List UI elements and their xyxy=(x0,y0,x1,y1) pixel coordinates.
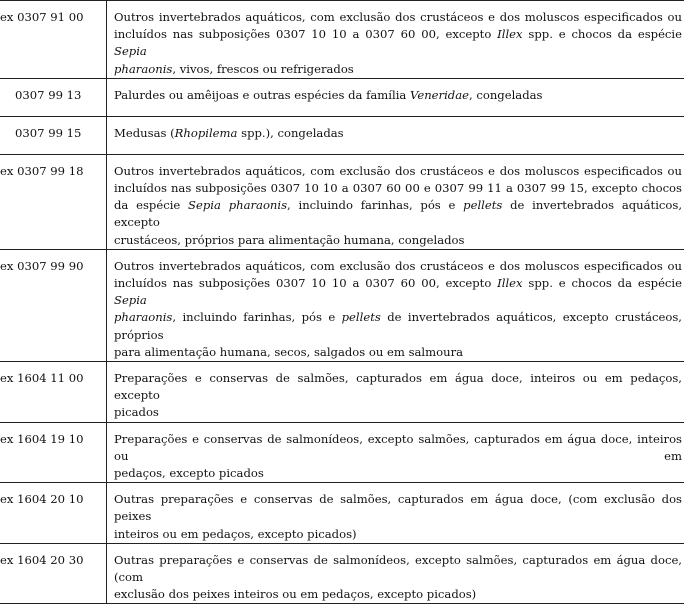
table-row xyxy=(0,362,684,423)
code-cell xyxy=(0,1,107,79)
description-line: incluídos nas subposições 0307 10 10 a 0307 60 00, excepto Illex spp. e chocos da espécie Sepia xyxy=(114,26,682,60)
description-cell xyxy=(107,543,684,604)
description-line: Outros invertebrados aquáticos, com exclusão dos crustáceos e dos moluscos especificados ou xyxy=(114,9,682,26)
table-row xyxy=(0,249,684,361)
description-cell xyxy=(107,154,684,249)
description-cell xyxy=(107,78,684,116)
description-line: Outras preparações e conservas de salmonídeos, excepto salmões, capturados em água doce, (com xyxy=(114,552,682,586)
description-line: Outros invertebrados aquáticos, com exclusão dos crustáceos e dos moluscos especificados ou xyxy=(114,163,682,180)
nc-code: ex 0307 99 90 xyxy=(0,258,106,275)
table-row xyxy=(0,116,684,154)
description-line: pharaonis, vivos, frescos ou refrigerados xyxy=(114,61,682,78)
description-line: exclusão dos peixes inteiros ou em pedaços, excepto picados) xyxy=(114,586,682,603)
description-line: picados xyxy=(114,404,682,421)
nc-code: ex 0307 99 18 xyxy=(0,163,106,180)
code-cell xyxy=(0,116,107,154)
description-cell xyxy=(107,422,684,483)
code-cell xyxy=(0,543,107,604)
description-line: Medusas (Rhopilema spp.), congeladas xyxy=(114,125,682,142)
code-cell xyxy=(0,154,107,249)
table-row xyxy=(0,422,684,483)
code-cell xyxy=(0,422,107,483)
description-cell xyxy=(107,1,684,79)
description-cell xyxy=(107,116,684,154)
description-line: da espécie Sepia pharaonis, incluindo farinhas, pós e pellets de invertebrados aquáticos, excepto xyxy=(114,197,682,231)
code-cell xyxy=(0,249,107,361)
nc-code: ex 1604 20 10 xyxy=(0,491,106,508)
description-cell xyxy=(107,483,684,544)
description-line: Preparações e conservas de salmonídeos, excepto salmões, capturados em água doce, inteiros ou em xyxy=(114,431,682,465)
description-line: incluídos nas subposições 0307 10 10 a 0307 60 00 e 0307 99 11 a 0307 99 15, excepto chocos xyxy=(114,180,682,197)
nc-code: 0307 99 15 xyxy=(0,125,106,142)
description-cell xyxy=(107,362,684,423)
nc-code: 0307 99 13 xyxy=(0,87,106,104)
description-line: Outros invertebrados aquáticos, com exclusão dos crustáceos e dos moluscos especificados ou xyxy=(114,258,682,275)
code-cell xyxy=(0,362,107,423)
table-row xyxy=(0,78,684,116)
description-line: crustáceos, próprios para alimentação humana, congelados xyxy=(114,232,682,249)
table-row xyxy=(0,543,684,604)
description-line: inteiros ou em pedaços, excepto picados) xyxy=(114,526,682,543)
nc-code: ex 0307 91 00 xyxy=(0,9,106,26)
description-line: Palurdes ou amêijoas e outras espécies da família Veneridae, congeladas xyxy=(114,87,682,104)
nc-code: ex 1604 11 00 xyxy=(0,370,106,387)
code-cell xyxy=(0,483,107,544)
description-line: Outras preparações e conservas de salmões, capturados em água doce, (com exclusão dos peixes xyxy=(114,491,682,525)
description-line: Preparações e conservas de salmões, capturados em água doce, inteiros ou em pedaços, excepto xyxy=(114,370,682,404)
description-line: incluídos nas subposições 0307 10 10 a 0307 60 00, excepto Illex spp. e chocos da espécie Sepia xyxy=(114,275,682,309)
tariff-table-body xyxy=(0,1,684,604)
description-line: pharaonis, incluindo farinhas, pós e pellets de invertebrados aquáticos, excepto crustáceos, próprios xyxy=(114,309,682,343)
table-row xyxy=(0,154,684,249)
description-line: pedaços, excepto picados xyxy=(114,465,682,482)
code-cell xyxy=(0,78,107,116)
description-cell xyxy=(107,249,684,361)
table-row xyxy=(0,483,684,544)
nc-code: ex 1604 19 10 xyxy=(0,431,106,448)
description-line: para alimentação humana, secos, salgados ou em salmoura xyxy=(114,344,682,361)
nc-code: ex 1604 20 30 xyxy=(0,552,106,569)
table-row xyxy=(0,1,684,79)
